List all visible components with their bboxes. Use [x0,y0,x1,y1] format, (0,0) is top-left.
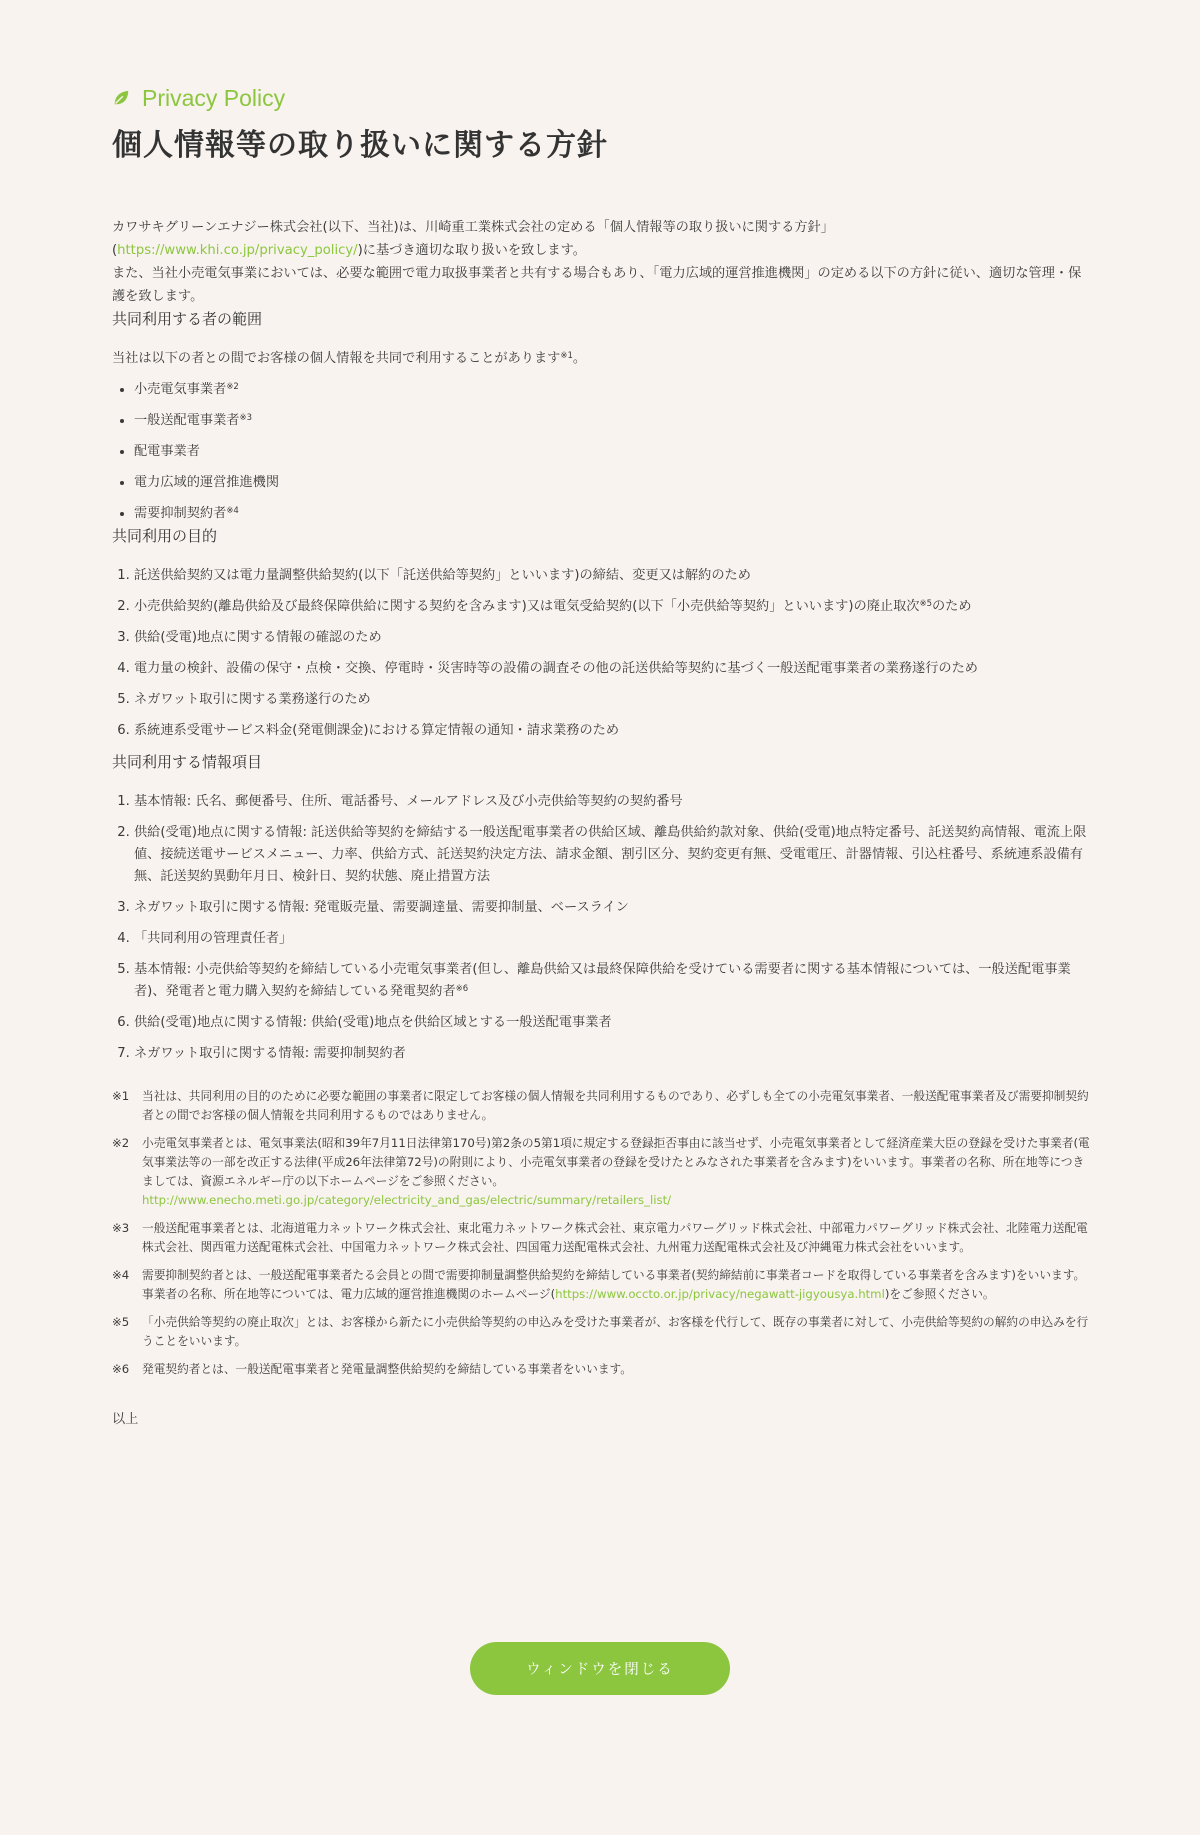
list-item-text: 配電事業者 [134,444,200,459]
footnote-text: 需要抑制契約者とは、一般送配電事業者たる会員との間で需要抑制量調整供給契約を締結している事業者(契約締結前に事業者コードを取得している事業者を含みます)をいいます。事業者の名称、所在地等については、電力広域的運営推進機関のホームページ( [142,1268,1086,1301]
footnote-tail: )をご参照ください。 [884,1287,995,1301]
list-item: 4. 「共同利用の管理責任者」 [134,928,1092,950]
note-mark: ※4 [226,506,239,516]
list-item-text: 基本情報: 小売供給等契約を締結している小売電気事業者(但し、離島供給又は最終保障供給を受けている需要者に関する基本情報については、一般送配電事業者)、発電者と電力購入契約を締結している発電契約者 [134,962,1071,999]
footnote-text: 小売電気事業者とは、電気事業法(昭和39年7月11日法律第170号)第2条の5第1項に規定する登録拒否事由に該当せず、小売電気事業者として経済産業大臣の登録を受けた事業者(電気事業法等の一部を改正する法律(平成26年法律第72号)の附則により、小売電気事業者の登録を受けたとみなされた事業者を含みます)をいいます。事業者の名称、所在地等につきましては、資源エネルギー庁の以下ホームページをご参照ください。 [142,1136,1090,1188]
footnote [112,1313,1092,1351]
page-title: 個人情報等の取り扱いに関する方針 [112,128,608,163]
list-item-text: 小売電気事業者 [134,382,227,397]
footnote-text: 発電契約者とは、一般送配電事業者と発電量調整供給契約を締結している事業者をいいます。 [142,1362,632,1376]
list-item-text: 小売供給契約(離島供給及び最終保障供給に関する契約を含みます)又は電気受給契約(以下「小売供給等契約」といいます)の廃止取次 [134,599,920,614]
footnote-body [142,1266,1092,1304]
intro-paren: ( [112,243,118,258]
list-item [134,503,1092,525]
enecho-link[interactable]: http://www.enecho.meti.go.jp/category/electricity_and_gas/electric/summary/retailers_list/ [142,1193,672,1207]
list-item-text: 需要抑制契約者 [134,506,227,521]
list-item: 1. 託送供給契約又は電力量調整供給契約(以下「託送供給等契約」といいます)の締結、変更又は解約のため [134,565,1092,587]
lead-text: 当社は以下の者との間でお客様の個人情報を共同で利用することがあります [112,351,561,366]
list-item: 6. 系統連系受電サービス料金(発電側課金)における算定情報の通知・請求業務のため [134,720,1092,742]
note-mark: ※3 [239,413,253,423]
list-item-text: 電力広域的運営推進機関 [134,475,280,490]
section-scope-heading: 共同利用する者の範囲 [112,310,263,328]
footnote-label: ※4 [112,1268,130,1282]
list-item [134,441,1092,463]
intro-line1: カワサキグリーンエナジー株式会社(以下、当社)は、川崎重工業株式会社の定める「個人情報等の取り扱いに関する方針」 [112,220,834,235]
eyebrow-label: Privacy Policy [142,84,286,111]
intro-line2-rest: )に基づき適切な取り扱いを致します。 [357,243,586,258]
closing-text: 以上 [112,1412,139,1427]
footnote-label: ※5 [112,1315,130,1329]
list-item: 1. 基本情報: 氏名、郵便番号、住所、電話番号、メールアドレス及び小売供給等契約の契約番号 [134,791,1092,813]
close-window-button[interactable]: ウィンドウを閉じる [470,1642,730,1695]
leaf-icon [112,89,130,107]
footnote-label: ※6 [112,1362,130,1376]
list-item [134,410,1092,432]
note-mark: ※1 [560,351,573,361]
footnote [112,1087,1092,1125]
section-purpose-heading: 共同利用の目的 [112,527,218,545]
footnote-label: ※1 [112,1089,130,1103]
khi-privacy-link[interactable]: https://www.khi.co.jp/privacy_policy/ [117,243,358,258]
policy-content [112,82,1092,1431]
note-mark: ※5 [919,599,932,609]
list-item [134,379,1092,401]
list-item-text: 一般送配電事業者 [134,413,240,428]
list-item [134,472,1092,494]
footnote-text: 当社は、共同利用の目的のために必要な範囲の事業者に限定してお客様の個人情報を共同利用するものであり、必ずしも全ての小売電気事業者、一般送配電事業者及び需要抑制契約者との間でお客様の個人情報を共同利用するものではありません。 [142,1089,1089,1122]
footnotes [112,1087,1092,1379]
purpose-list [112,565,1092,742]
list-item-tail: のため [931,599,972,614]
list-item: 3. 供給(受電)地点に関する情報の確認のため [134,627,1092,649]
list-item [134,959,1092,1003]
footnote-text: 一般送配電事業者とは、北海道電力ネットワーク株式会社、東北電力ネットワーク株式会社、東京電力パワーグリッド株式会社、中部電力パワーグリッド株式会社、北陸電力送配電株式会社、関西電力送配電株式会社、中国電力ネットワーク株式会社、四国電力送配電株式会社、九州電力送配電株式会社及び沖縄電力株式会社をいいます。 [142,1221,1088,1254]
footnote-label: ※2 [112,1136,130,1150]
list-item [134,596,1092,618]
note-mark: ※6 [455,984,469,994]
info-items-list [112,791,1092,1065]
footnote [112,1134,1092,1210]
footnote-label: ※3 [112,1221,130,1235]
eyebrow [112,82,1092,114]
intro-line2 [112,239,1092,262]
footnote-text: 「小売供給等契約の廃止取次」とは、お客様から新たに小売供給等契約の申込みを受けた事業者が、お客様を代行して、既存の事業者に対して、小売供給等契約の解約の申込みを行うことをいいます。 [142,1315,1089,1348]
list-item: 6. 供給(受電)地点に関する情報: 供給(受電)地点を供給区域とする一般送配電事業者 [134,1012,1092,1034]
footnote [112,1360,1092,1379]
list-item: 7. ネガワット取引に関する情報: 需要抑制契約者 [134,1043,1092,1065]
list-item: 4. 電力量の検針、設備の保守・点検・交換、停電時・災害時等の設備の調査その他の託送供給等契約に基づく一般送配電事業者の業務遂行のため [134,658,1092,680]
footnote-body [142,1134,1092,1210]
intro [112,216,1092,308]
lead-end: 。 [572,351,587,366]
section-scope-lead [112,348,1092,370]
scope-list [112,379,1092,525]
list-item: 3. ネガワット取引に関する情報: 発電販売量、需要調達量、需要抑制量、ベースライン [134,897,1092,919]
occto-link[interactable]: https://www.occto.or.jp/privacy/negawatt-jigyousya.html [555,1287,885,1301]
footnote [112,1266,1092,1304]
intro-line3: また、当社小売電気事業においては、必要な範囲で電力取扱事業者と共有する場合もあり、「電力広域的運営推進機関」の定める以下の方針に従い、適切な管理・保護を致します。 [112,266,1082,304]
list-item: 5. ネガワット取引に関する業務遂行のため [134,689,1092,711]
footnote [112,1219,1092,1257]
list-item: 2. 供給(受電)地点に関する情報: 託送供給等契約を締結する一般送配電事業者の供給区域、離島供給約款対象、供給(受電)地点特定番号、託送契約高情報、電流上限値、接続送電サービスメニュー、力率、供給方式、託送契約決定方法、請求金額、割引区分、契約変更有無、受電電圧、計器情報、引込柱番号、系統連系設備有無、託送契約異動年月日、検針日、契約状態、廃止措置方法 [134,822,1092,888]
section-items-heading: 共同利用する情報項目 [112,753,263,771]
note-mark: ※2 [226,382,239,392]
